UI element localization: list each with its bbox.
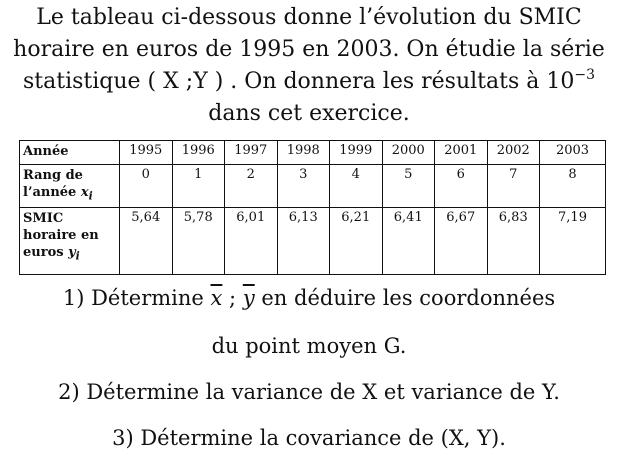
smic-header-word: euros <box>23 245 64 260</box>
intro-line-3 <box>0 66 618 98</box>
smic-cell: 5,64 <box>120 208 173 275</box>
rank-subscript: i <box>88 189 93 203</box>
smic-header-line-3 <box>23 244 116 265</box>
rank-variable: x <box>80 185 89 200</box>
intro-line-3-text: statistique ( X ;Y ) . On donnera les résultats à 10 <box>23 69 575 94</box>
smic-cell: 6,01 <box>225 208 278 275</box>
smic-variable: y <box>68 245 76 260</box>
year-cell: 2000 <box>382 141 435 165</box>
smic-cell: 6,67 <box>435 208 488 275</box>
rank-cell: 8 <box>540 165 606 208</box>
rank-header-word: l’année <box>23 185 77 200</box>
year-cell: 2001 <box>435 141 488 165</box>
rank-cell: 0 <box>120 165 173 208</box>
rank-cell: 4 <box>330 165 383 208</box>
question-1-suffix: en déduire les coordonnées <box>261 286 556 310</box>
intro-line-4: dans cet exercice. <box>208 101 410 126</box>
smic-cell: 5,78 <box>172 208 225 275</box>
year-cell: 1999 <box>330 141 383 165</box>
smic-subscript: i <box>75 249 80 263</box>
smic-cell: 6,41 <box>382 208 435 275</box>
smic-header <box>20 208 120 275</box>
table-row-smic <box>20 208 606 275</box>
year-header: Année <box>20 141 120 165</box>
intro-line-1: Le tableau ci-dessous donne l’évolution du SMIC <box>36 5 582 30</box>
question-2: 2) Détermine la variance de X et variance de Y. <box>58 380 560 404</box>
smic-cell: 6,13 <box>277 208 330 275</box>
intro-paragraph <box>0 2 618 130</box>
mean-y: $\overline{y}$ <box>242 286 255 310</box>
rank-cell: 7 <box>487 165 540 208</box>
smic-table <box>19 140 606 275</box>
table-row-years <box>20 141 606 165</box>
year-cell: 1998 <box>277 141 330 165</box>
table-row-ranks <box>20 165 606 208</box>
mean-separator: ; <box>229 286 237 310</box>
intro-line-2: horaire en euros de 1995 en 2003. On étudie la série <box>13 37 605 62</box>
year-cell: 1995 <box>120 141 173 165</box>
year-cell: 2003 <box>540 141 606 165</box>
question-1-line-2: du point moyen G. <box>211 334 407 358</box>
question-1 <box>0 286 618 310</box>
year-cell: 2002 <box>487 141 540 165</box>
smic-cell: 6,21 <box>330 208 383 275</box>
question-1-prefix: 1) Détermine <box>62 286 204 310</box>
rank-cell: 6 <box>435 165 488 208</box>
rank-cell: 2 <box>225 165 278 208</box>
rank-cell: 1 <box>172 165 225 208</box>
rank-header-line-2 <box>23 184 116 205</box>
smic-header-line-1: SMIC <box>23 211 64 226</box>
year-cell: 1997 <box>225 141 278 165</box>
smic-cell: 6,83 <box>487 208 540 275</box>
rank-header <box>20 165 120 208</box>
year-cell: 1996 <box>172 141 225 165</box>
mean-x: $\overline{x}$ <box>210 286 223 310</box>
question-3: 3) Détermine la covariance de (X, Y). <box>112 426 506 450</box>
rank-cell: 3 <box>277 165 330 208</box>
precision-exponent: −3 <box>574 67 595 83</box>
smic-cell: 7,19 <box>540 208 606 275</box>
smic-header-line-2: horaire en <box>23 228 99 243</box>
rank-header-line-1: Rang de <box>23 168 83 183</box>
rank-cell: 5 <box>382 165 435 208</box>
